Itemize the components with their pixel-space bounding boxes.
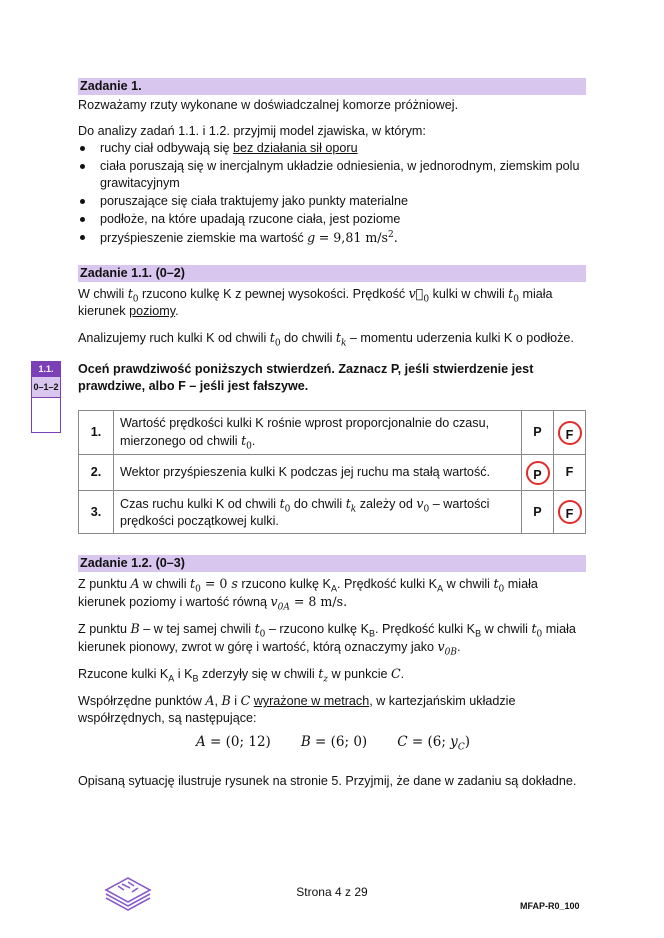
task1-header: Zadanie 1. <box>78 78 586 95</box>
bullet: ciała poruszają się w inercjalnym układzie odniesienia, w jednorodnym, ziemskim polu grawitacyjnym <box>78 158 588 192</box>
row-number: 1. <box>79 411 114 455</box>
option-p[interactable] <box>522 455 554 491</box>
option-p[interactable]: P <box>522 491 554 534</box>
task1-model <box>78 123 588 248</box>
coordinates-formula: A = (0; 12) B = (6; 0) C = (6; $y_C$) <box>196 734 470 753</box>
task1-intro: Rozważamy rzuty wykonane w doświadczalnej komorze próżniowej. <box>78 98 459 112</box>
task11-p1: W chwili $t_0$ rzucono kulkę K z pewnej wysokości. Prędkość $v⃗_0$ kulki w chwili $t_0$ miała kierunek poziomy. <box>78 286 553 318</box>
table-row <box>79 491 586 534</box>
option-f[interactable] <box>554 411 586 455</box>
table-row <box>79 411 586 455</box>
statement: Wektor przyśpieszenia kulki K podczas jej ruchu ma stałą wartość. <box>114 455 522 491</box>
option-f[interactable]: F <box>554 455 586 491</box>
selected-circle: F <box>558 500 582 524</box>
score-field <box>31 398 61 433</box>
option-p[interactable]: P <box>522 411 554 455</box>
bullet: poruszające się ciała traktujemy jako punkty materialne <box>78 193 588 210</box>
true-false-table <box>78 410 586 534</box>
option-f[interactable] <box>554 491 586 534</box>
task12-p3: Rzucone kulki $K_A$ i $K_B$ zderzyły się w chwili $t_z$ w punkcie C. <box>78 666 405 685</box>
statement: Wartość prędkości kulki K rośnie wprost proporcjonalnie do czasu, mierzonego od chwili $t_0$. <box>114 411 522 455</box>
statement: Czas ruchu kulki K od chwili $t_0$ do chwili $t_k$ zależy od $v_0$ – wartości prędkości początkowej kulki. <box>114 491 522 534</box>
bullet: ruchy ciał odbywają się bez działania sił oporu <box>78 140 588 157</box>
model-intro: Do analizy zadań 1.1. i 1.2. przyjmij model zjawiska, w którym: <box>78 124 426 138</box>
task11-instruction: Oceń prawdziwość poniższych stwierdzeń. Zaznacz P, jeśli stwierdzenie jest prawdziwe, albo F – jeśli jest fałszywe. <box>78 362 534 393</box>
bullet: podłoże, na które upadają rzucone ciała, jest poziome <box>78 211 588 228</box>
task12-p1: Z punktu A w chwili $t_0 = 0$ s rzucono kulkę $K_A$. Prędkość kulki $K_A$ w chwili $t_0$ miała kierunek poziomy i wartość równą $v_{0A} = 8$ m/s. <box>78 576 538 613</box>
task12-p2: Z punktu B – w tej samej chwili $t_0$ – rzucono kulkę $K_B$. Prędkość kulki $K_B$ w chwili $t_0$ miała kierunek pionowy, zwrot w górę i wartość, którą oznaczymy jako $v_{0B}$. <box>78 621 576 658</box>
task12-p4: Współrzędne punktów A, B i C wyrażone w metrach, w kartezjańskim układzie współrzędnych, są następujące: <box>78 693 516 725</box>
exam-code: MFAP-R0_100 <box>520 901 580 911</box>
row-number: 3. <box>79 491 114 534</box>
score-task-number: 1.1. <box>31 361 61 377</box>
row-number: 2. <box>79 455 114 491</box>
score-box <box>31 361 61 433</box>
table-row <box>79 455 586 491</box>
model-bullets <box>78 140 588 247</box>
task12-p5: Opisaną sytuację ilustruje rysunek na stronie 5. Przyjmij, że dane w zadaniu są dokładne. <box>78 774 577 788</box>
score-range: 0–1–2 <box>31 377 61 398</box>
page-number: Strona 4 z 29 <box>296 885 368 899</box>
selected-circle: F <box>558 421 582 445</box>
task12-header: Zadanie 1.2. (0–3) <box>78 555 586 572</box>
task11-header: Zadanie 1.1. (0–2) <box>78 265 586 282</box>
selected-circle: P <box>526 461 550 485</box>
bullet: przyśpieszenie ziemskie ma wartość g = 9,81 $m/s^2$. <box>78 229 588 247</box>
task11-p2: Analizujemy ruch kulki K od chwili $t_0$ do chwili $t_k$ – momentu uderzenia kulki K o podłoże. <box>78 330 574 349</box>
